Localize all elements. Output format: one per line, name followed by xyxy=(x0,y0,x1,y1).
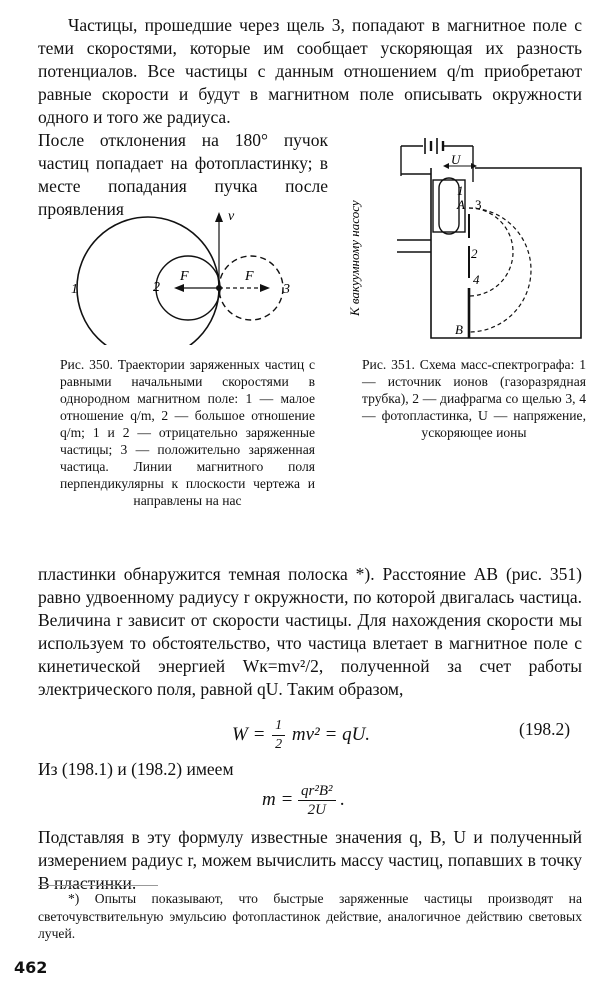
label-F-left: F xyxy=(180,269,189,284)
label-U: U xyxy=(451,152,461,167)
final-paragraph: Подставляя в эту формулу известные значения q, B, U и полученный измерением радиус r, можем вычислить массу частиц, попавших в точку B пластинки. xyxy=(38,827,582,893)
label-B: B xyxy=(455,322,463,337)
label-1: 1 xyxy=(457,183,464,198)
label-4: 4 xyxy=(473,272,480,287)
figure-350-trajectories xyxy=(60,200,330,345)
intro-paragraph: Частицы, прошедшие через щель 3, попадают в магнитное поле с теми скоростями, которые им сообщает ускоряющая их разность потенциалов. Все частицы с данным отношением q/m приобретают равные скорости и будут в магнитном поле описывать окружности одного и того же радиуса. xyxy=(38,15,582,127)
label-2: 2 xyxy=(471,246,478,261)
eq1-rhs: mv² = qU. xyxy=(291,723,371,745)
eq1-fraction xyxy=(272,717,285,754)
from-line: Из (198.1) и (198.2) имеем xyxy=(38,759,234,779)
figure-351-caption: Рис. 351. Схема масс-спектрографа: 1 — источник ионов (газоразрядная трубка), 2 — диафрагма со щелью 3, 4 — фотопластинка, U — напряжение, ускоряющее ионы xyxy=(362,357,586,440)
intro-paragraph-continued: После отклонения на 180° пучок частиц попадает на фотопластинку; в месте попадания пучка после проявления xyxy=(38,130,328,219)
label-3: 3 xyxy=(475,197,482,212)
eq2-den: 2U xyxy=(307,802,326,818)
page-number: 462 xyxy=(14,958,48,977)
label-3: 3 xyxy=(283,282,290,297)
eq2-tail: . xyxy=(340,788,346,810)
figure-350-caption: Рис. 350. Траектории заряженных частиц с равными начальными скоростями в однородном магнитном поле: 1 — малое отношение q/m, 2 — большое отношение q/m; 1 и 2 — отрицательно заряженные частицы; 3 — положительно заряженная частица. Линии магнитного поля перпендикулярны к плоскости чертежа и направлены на нас xyxy=(60,357,315,508)
velocity-arrowhead xyxy=(215,212,223,222)
equation-mass xyxy=(262,782,345,819)
footnote-rule xyxy=(38,885,158,886)
trajectory-1-circle xyxy=(77,217,219,345)
label-F-right: F xyxy=(245,269,254,284)
eq1-lhs: W = xyxy=(232,723,266,745)
footnote: *) Опыты показывают, что быстрые заряженные частицы производят на светочувствительную эмульсию фотопластинок действие, аналогичное действию световых лучей. xyxy=(38,891,582,941)
label-A: A xyxy=(457,197,465,212)
vacuum-chamber xyxy=(431,168,581,338)
label-v: v xyxy=(228,209,235,224)
label-1: 1 xyxy=(71,282,78,297)
eq2-fraction xyxy=(298,782,336,819)
force-left-arrowhead xyxy=(174,284,184,292)
discharge-tube xyxy=(439,178,459,234)
figure-351-mass-spectrograph xyxy=(345,128,590,350)
equation-198-2 xyxy=(232,717,370,754)
equation-number: (198.2) xyxy=(519,719,571,739)
force-right-arrowhead xyxy=(260,284,270,292)
eq2-num: qr²B² xyxy=(298,782,336,801)
label-pump: К вакуумному насосу xyxy=(347,200,362,316)
main-paragraph: пластинки обнаружится темная полоска *). Расстояние AB (рис. 351) равно удвоенному радиусу r окружности, по которой двигалась частица. Величина r зависит от скорости частицы. Для нахождения скорости мы используем то обстоятельство, что частица влетает в магнитное поле с кинетической энергией Wк=mv²/2, полученной за счет работы электрического поля, равной qU. Таким образом, xyxy=(38,564,582,699)
ion-trajectory-outer xyxy=(469,208,531,332)
label-2: 2 xyxy=(153,280,160,295)
eq1-frac-den: 2 xyxy=(275,737,283,752)
eq1-frac-num: 1 xyxy=(272,717,285,736)
eq2-lhs: m = xyxy=(262,788,294,810)
